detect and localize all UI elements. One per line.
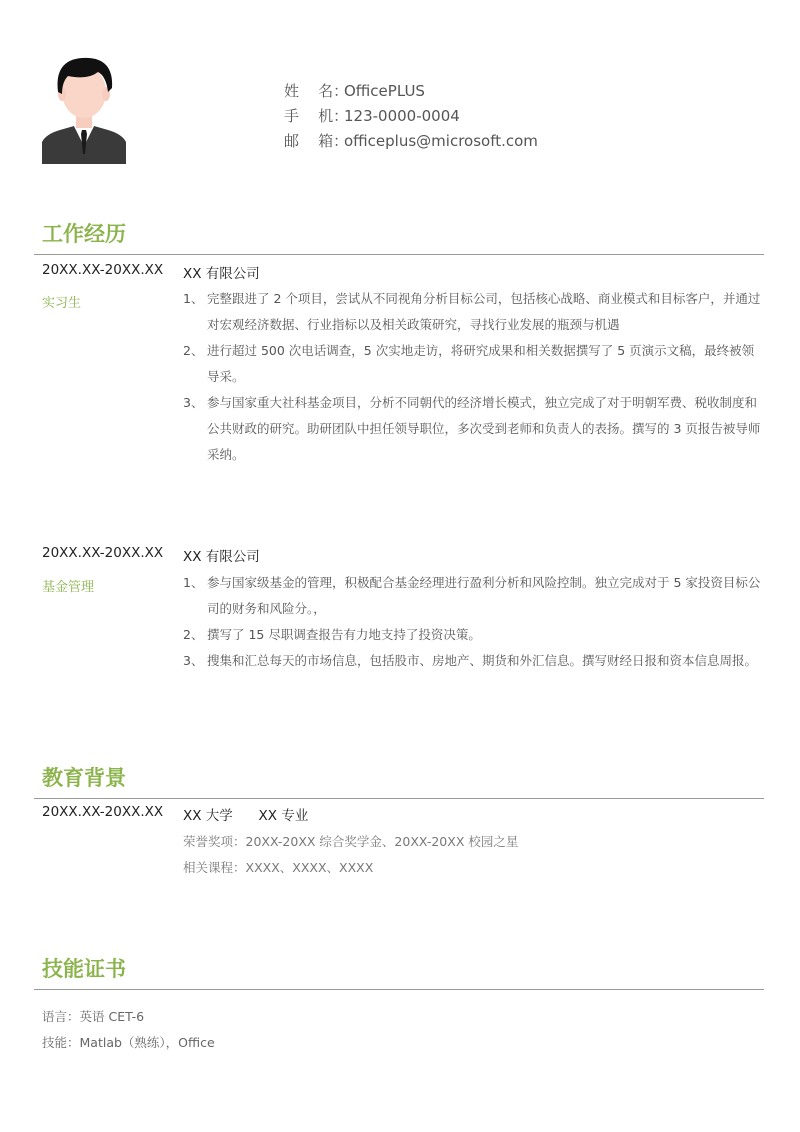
work-company: XX 有限公司 [183, 549, 260, 565]
work-bullet-list [183, 570, 761, 674]
bullet-number: 1、 [183, 291, 204, 306]
section-divider [34, 254, 764, 255]
list-item [183, 570, 761, 622]
bullet-number: 3、 [183, 653, 204, 668]
bullet-text: 进行超过 500 次电话调查，5 次实地走访，将研究成果和相关数据撰写了 5 页演示文稿，最终被领导采。 [207, 343, 755, 384]
contact-email [284, 129, 538, 154]
section-divider [34, 798, 764, 799]
work-date: 20XX.XX-20XX.XX [42, 262, 164, 278]
education-school-major: XX 大学 XX 专业 [183, 808, 309, 824]
contact-phone [284, 104, 538, 129]
work-company: XX 有限公司 [183, 266, 260, 282]
bullet-text: 参与国家级基金的管理，积极配合基金经理进行盈利分析和风险控制。独立完成对于 5 家投资目标公司的财务和风险分。， [207, 575, 761, 616]
list-item [183, 648, 761, 674]
list-item [183, 390, 761, 468]
section-title-education: 教育背景 [42, 766, 126, 790]
contact-name [284, 79, 538, 104]
work-date: 20XX.XX-20XX.XX [42, 545, 164, 561]
contact-email-label: 邮 箱： [284, 132, 349, 150]
section-title-skills: 技能证书 [42, 957, 126, 981]
work-bullet-list [183, 286, 761, 468]
bullet-number: 2、 [183, 627, 204, 642]
contact-info [284, 79, 538, 154]
education-date: 20XX.XX-20XX.XX [42, 804, 164, 820]
list-item [183, 338, 761, 390]
avatar [42, 50, 126, 164]
education-courses: 相关课程：XXXX、XXXX、XXXX [183, 860, 374, 875]
skill-tech: 技能：Matlab（熟练），Office [42, 1035, 215, 1050]
bullet-number: 1、 [183, 575, 204, 590]
contact-name-value: OfficePLUS [344, 82, 425, 100]
section-divider [34, 989, 764, 990]
contact-phone-label: 手 机： [284, 107, 349, 125]
bullet-text: 撰写了 15 尽职调查报告有力地支持了投资决策。 [207, 627, 481, 642]
list-item [183, 622, 761, 648]
bullet-text: 参与国家重大社科基金项目，分析不同朝代的经济增长模式，独立完成了对于明朝军费、税收制度和公共财政的研究。助研团队中担任领导职位，多次受到老师和负责人的表扬。撰写的 3 页报告被导师采纳。 [207, 395, 761, 462]
bullet-text: 搜集和汇总每天的市场信息，包括股市、房地产、期货和外汇信息。撰写财经日报和资本信息周报。 [207, 653, 758, 668]
bullet-text: 完整跟进了 2 个项目，尝试从不同视角分析目标公司，包括核心战略、商业模式和目标客户，并通过对宏观经济数据、行业指标以及相关政策研究，寻找行业发展的瓶颈与机遇 [207, 291, 761, 332]
bullet-number: 3、 [183, 395, 204, 410]
work-role: 基金管理 [42, 580, 95, 595]
contact-name-label: 姓 名： [284, 82, 349, 100]
education-honors: 荣誉奖项：20XX-20XX 综合奖学金、20XX-20XX 校园之星 [183, 834, 519, 849]
list-item [183, 286, 761, 338]
contact-email-value: officeplus@microsoft.com [344, 132, 538, 150]
skill-language: 语言：英语 CET-6 [42, 1009, 145, 1024]
work-role: 实习生 [42, 296, 82, 311]
section-title-work: 工作经历 [42, 222, 126, 246]
contact-phone-value: 123-0000-0004 [344, 107, 460, 125]
bullet-number: 2、 [183, 343, 204, 358]
